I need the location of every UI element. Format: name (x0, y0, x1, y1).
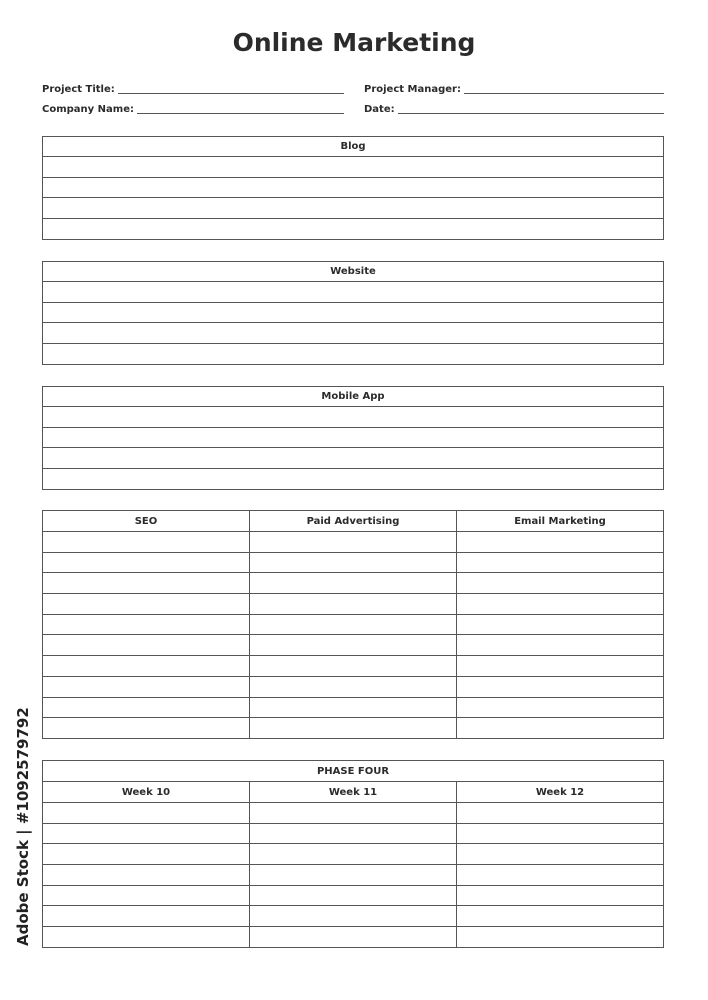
company-name-label: Company Name: (42, 104, 134, 115)
table-row (43, 865, 664, 886)
phase-title-row (43, 761, 664, 782)
project-title-label: Project Title: (42, 84, 115, 95)
email-marketing-cell[interactable] (457, 573, 664, 594)
company-name-field[interactable] (42, 100, 344, 116)
seo-cell[interactable] (43, 532, 250, 553)
blog-row[interactable] (43, 157, 663, 178)
mobile-app-row[interactable] (43, 428, 663, 449)
email-marketing-cell[interactable] (457, 594, 664, 615)
mobile-app-row[interactable] (43, 469, 663, 490)
week-11-cell[interactable] (250, 906, 457, 927)
date-line[interactable] (398, 113, 664, 114)
week-11-cell[interactable] (250, 885, 457, 906)
email-marketing-cell[interactable] (457, 635, 664, 656)
week-10-cell[interactable] (43, 803, 250, 824)
week-11-cell[interactable] (250, 803, 457, 824)
email-marketing-cell[interactable] (457, 656, 664, 677)
email-marketing-cell[interactable] (457, 676, 664, 697)
email-marketing-cell[interactable] (457, 552, 664, 573)
table-row (43, 718, 664, 739)
table-row (43, 594, 664, 615)
seo-cell[interactable] (43, 697, 250, 718)
blog-row[interactable] (43, 198, 663, 219)
paid-advertising-cell[interactable] (250, 532, 457, 553)
seo-cell[interactable] (43, 594, 250, 615)
website-row[interactable] (43, 303, 663, 324)
seo-cell[interactable] (43, 614, 250, 635)
week-12-cell[interactable] (457, 885, 664, 906)
blog-section (42, 136, 664, 240)
email-marketing-cell[interactable] (457, 697, 664, 718)
project-manager-label: Project Manager: (364, 84, 461, 95)
seo-cell[interactable] (43, 635, 250, 656)
company-name-line[interactable] (137, 113, 344, 114)
website-row[interactable] (43, 282, 663, 303)
paid-advertising-cell[interactable] (250, 718, 457, 739)
week-10-header: Week 10 (43, 782, 250, 803)
paid-advertising-cell[interactable] (250, 594, 457, 615)
date-field[interactable] (364, 100, 664, 116)
week-11-cell[interactable] (250, 844, 457, 865)
phase-title: PHASE FOUR (43, 761, 664, 782)
project-title-field[interactable] (42, 80, 344, 96)
seo-cell[interactable] (43, 676, 250, 697)
week-10-cell[interactable] (43, 844, 250, 865)
project-title-line[interactable] (118, 93, 344, 94)
week-12-header: Week 12 (457, 782, 664, 803)
seo-cell[interactable] (43, 573, 250, 594)
week-10-cell[interactable] (43, 865, 250, 886)
table-row (43, 676, 664, 697)
paid-advertising-cell[interactable] (250, 676, 457, 697)
date-label: Date: (364, 104, 395, 115)
blog-row[interactable] (43, 178, 663, 199)
phase-four-table (42, 760, 664, 948)
table-row (43, 823, 664, 844)
table-row (43, 906, 664, 927)
website-row[interactable] (43, 344, 663, 365)
table-row (43, 844, 664, 865)
website-header: Website (43, 262, 663, 282)
week-12-cell[interactable] (457, 823, 664, 844)
week-12-cell[interactable] (457, 844, 664, 865)
week-11-cell[interactable] (250, 927, 457, 948)
week-12-cell[interactable] (457, 906, 664, 927)
table-row (43, 927, 664, 948)
week-header-row (43, 782, 664, 803)
paid-advertising-cell[interactable] (250, 656, 457, 677)
seo-column-header: SEO (43, 511, 250, 532)
paid-advertising-column-header: Paid Advertising (250, 511, 457, 532)
table-row (43, 573, 664, 594)
page-title: Online Marketing (232, 28, 476, 57)
email-marketing-cell[interactable] (457, 532, 664, 553)
week-12-cell[interactable] (457, 865, 664, 886)
stock-id-watermark: Adobe Stock | #1092579792 (14, 707, 32, 946)
week-10-cell[interactable] (43, 927, 250, 948)
paid-advertising-cell[interactable] (250, 552, 457, 573)
channels-table (42, 510, 664, 739)
mobile-app-section (42, 386, 664, 490)
email-marketing-cell[interactable] (457, 614, 664, 635)
seo-cell[interactable] (43, 656, 250, 677)
table-row (43, 885, 664, 906)
table-row (43, 803, 664, 824)
seo-cell[interactable] (43, 552, 250, 573)
email-marketing-column-header: Email Marketing (457, 511, 664, 532)
table-row (43, 552, 664, 573)
table-row (43, 635, 664, 656)
paid-advertising-cell[interactable] (250, 697, 457, 718)
blog-row[interactable] (43, 219, 663, 240)
week-11-header: Week 11 (250, 782, 457, 803)
table-row (43, 697, 664, 718)
blog-header: Blog (43, 137, 663, 157)
mobile-app-row[interactable] (43, 407, 663, 428)
week-11-cell[interactable] (250, 823, 457, 844)
week-10-cell[interactable] (43, 906, 250, 927)
paid-advertising-cell[interactable] (250, 614, 457, 635)
project-manager-field[interactable] (364, 80, 664, 96)
mobile-app-row[interactable] (43, 448, 663, 469)
website-row[interactable] (43, 323, 663, 344)
website-section (42, 261, 664, 365)
paid-advertising-cell[interactable] (250, 635, 457, 656)
table-row (43, 532, 664, 553)
week-12-cell[interactable] (457, 803, 664, 824)
table-row (43, 614, 664, 635)
week-10-cell[interactable] (43, 885, 250, 906)
paid-advertising-cell[interactable] (250, 573, 457, 594)
email-marketing-cell[interactable] (457, 718, 664, 739)
week-12-cell[interactable] (457, 927, 664, 948)
week-10-cell[interactable] (43, 823, 250, 844)
project-manager-line[interactable] (464, 93, 664, 94)
channels-header-row (43, 511, 664, 532)
mobile-app-header: Mobile App (43, 387, 663, 407)
seo-cell[interactable] (43, 718, 250, 739)
table-row (43, 656, 664, 677)
week-11-cell[interactable] (250, 865, 457, 886)
